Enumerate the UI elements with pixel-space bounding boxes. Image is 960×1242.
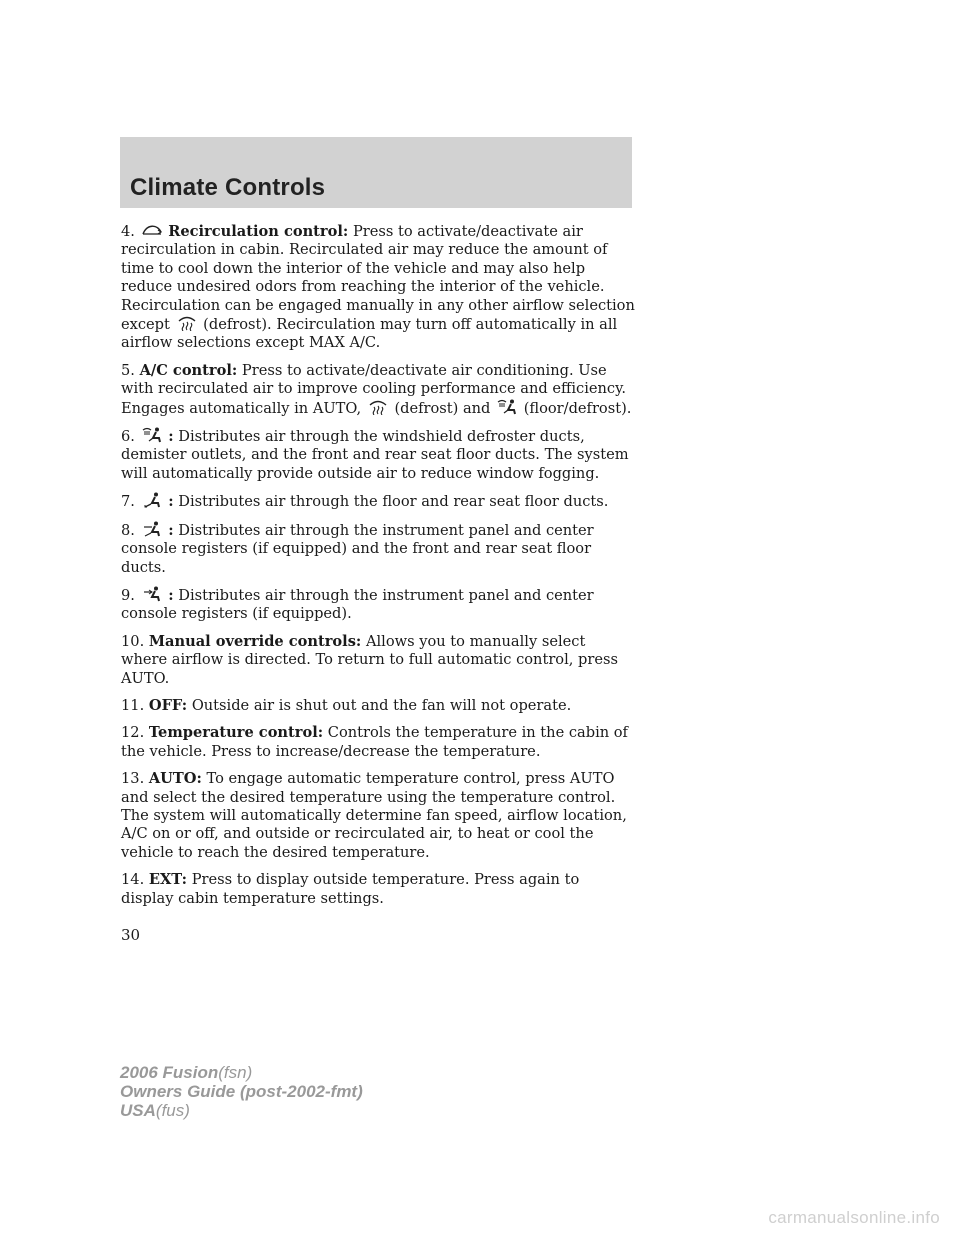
list-item — [121, 362, 635, 418]
site-watermark: carmanualsonline.info — [768, 1208, 940, 1227]
item-text: Press to activate/deactivate air recirculation in cabin. Recirculated air may reduce the amount of time to cool down the interior of the vehicle and may also help reduce undesired odors from reaching the interior of the vehicle. Recirculation can be engaged manually in any other airflow selection except — [121, 223, 635, 334]
floor-defrost-icon — [496, 399, 518, 415]
item-text: Distributes air through the instrument panel and center console registers (if equipped). — [121, 586, 594, 623]
footer-model-code: (fsn) — [218, 1063, 253, 1082]
document-body — [121, 222, 635, 917]
item-number: 8. — [121, 521, 135, 539]
footer-guide-format: Owners Guide (post-2002-fmt) — [120, 1082, 363, 1101]
panel-floor-icon — [141, 521, 163, 537]
item-label: Recirculation control: — [168, 223, 349, 240]
list-item — [121, 697, 635, 715]
footer-model: 2006 Fusion — [120, 1063, 219, 1082]
list-item — [121, 724, 635, 761]
item-number: 12. — [121, 724, 145, 742]
list-item — [121, 492, 635, 511]
defrost-icon — [176, 315, 198, 331]
item-text: Allows you to manually select where airflow is directed. To return to full automatic control, press AUTO. — [121, 632, 618, 687]
item-label: EXT: — [148, 871, 188, 889]
footer-market: USA — [120, 1101, 156, 1120]
item-number: 9. — [121, 586, 135, 604]
item-label: AUTO: — [148, 770, 202, 788]
list-item — [121, 222, 635, 353]
item-text-continued: (defrost) and — [394, 399, 491, 417]
item-text-end: (floor/defrost). — [523, 399, 632, 417]
floor-icon — [141, 492, 163, 508]
item-label: Manual override controls: — [148, 632, 362, 650]
section-header-band — [120, 137, 632, 208]
list-item — [121, 770, 635, 862]
item-number: 10. — [121, 632, 145, 650]
item-text: Press to display outside temperature. Press again to display cabin temperature settings. — [121, 871, 580, 907]
item-label: OFF: — [148, 696, 188, 714]
item-number: 11. — [121, 696, 145, 714]
defrost-icon — [367, 399, 389, 415]
item-number: 14. — [121, 871, 145, 889]
item-label: : — [168, 428, 174, 446]
list-item — [121, 633, 635, 688]
item-text: Press to activate/deactivate air conditioning. Use with recirculated air to improve cooling performance and efficiency. Engages automatically in AUTO, — [121, 361, 627, 417]
list-item — [121, 427, 635, 483]
list-item — [121, 871, 635, 908]
item-text: To engage automatic temperature control, press AUTO and select the desired temperature using the temperature control. The system will automatically determine fan speed, airflow location, A/C on or off, and outside or recirculated air, to heat or cool the vehicle to reach the desired temperature. — [121, 770, 627, 861]
item-text: Distributes air through the windshield defroster ducts, demister outlets, and the front and rear seat floor ducts. The system will automatically provide outside air to reduce window fogging. — [121, 428, 629, 482]
item-number: 7. — [121, 493, 135, 511]
document-footer — [120, 1063, 363, 1120]
item-number: 6. — [121, 428, 135, 446]
item-text: Distributes air through the instrument panel and center console registers (if equipped) and the front and rear seat floor ducts. — [121, 521, 594, 576]
footer-market-code: (fus) — [155, 1101, 190, 1120]
item-label: : — [168, 521, 174, 539]
item-text-continued: (defrost). Recirculation may turn off automatically in all airflow selections except MAX A/C. — [121, 316, 618, 352]
item-text: Controls the temperature in the cabin of the vehicle. Press to increase/decrease the temperature. — [121, 724, 628, 760]
item-label: Temperature control: — [148, 724, 324, 742]
list-item — [121, 521, 635, 577]
item-number: 4. — [121, 223, 135, 240]
floor-defrost-icon — [141, 427, 163, 443]
panel-icon — [141, 586, 163, 602]
list-item — [121, 586, 635, 624]
section-title: Climate Controls — [130, 174, 326, 201]
item-label: : — [168, 493, 174, 511]
item-number: 5. — [121, 361, 135, 379]
page-number: 30 — [121, 926, 141, 944]
item-text: Outside air is shut out and the fan will not operate. — [191, 696, 572, 714]
recirculation-icon — [141, 222, 163, 238]
item-label: A/C control: — [139, 361, 238, 379]
item-text: Distributes air through the floor and rear seat floor ducts. — [178, 493, 609, 511]
item-label: : — [168, 586, 174, 604]
item-number: 13. — [121, 770, 145, 788]
